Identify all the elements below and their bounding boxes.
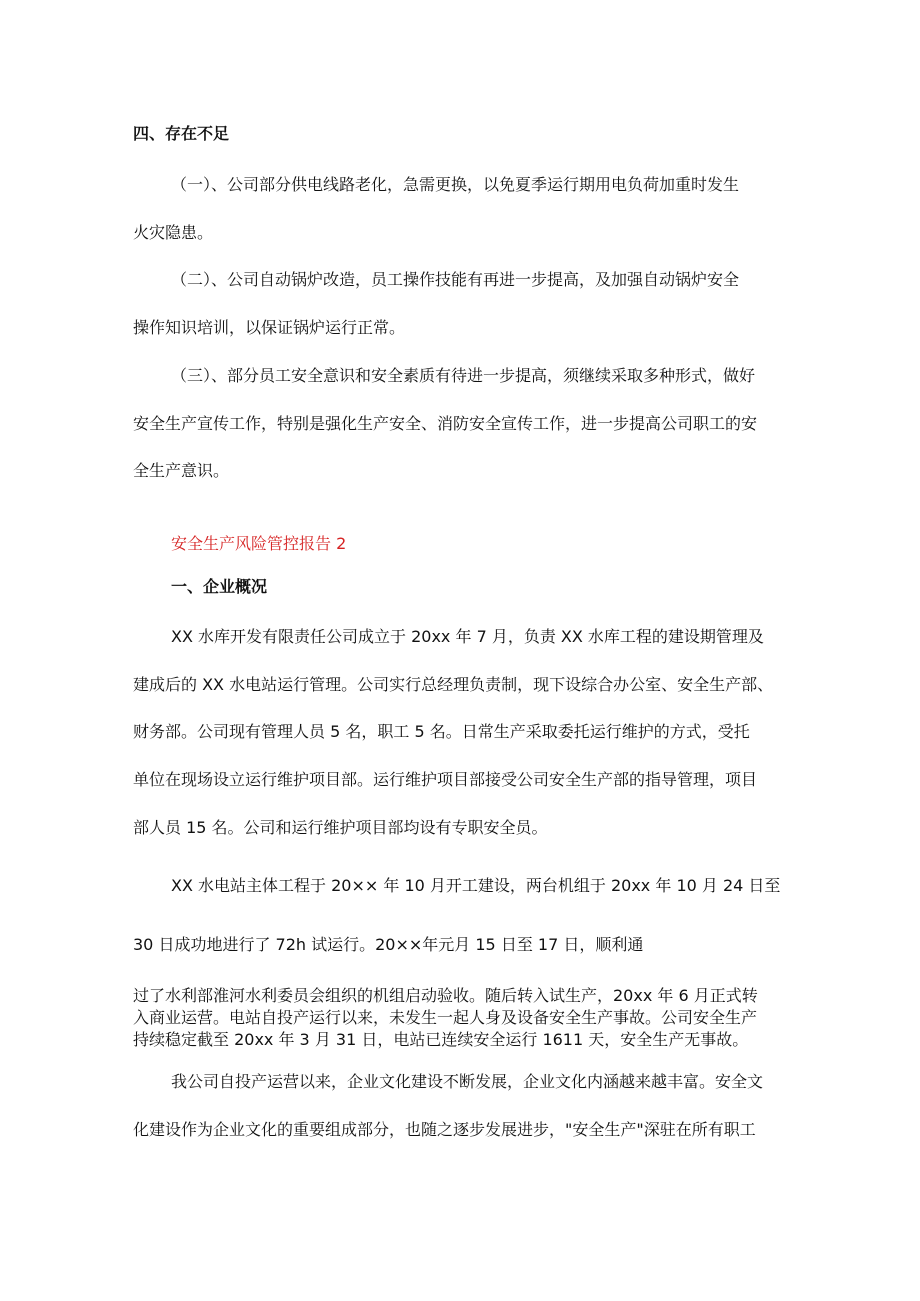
- paragraph-line: 单位在现场设立运行维护项目部。运行维护项目部接受公司安全生产部的指导管理，项目: [133, 770, 758, 789]
- paragraph-line: 我公司自投产运营以来，企业文化建设不断发展，企业文化内涵越来越丰富。安全文: [171, 1072, 764, 1091]
- paragraph-line: 建成后的 XX 水电站运行管理。公司实行总经理负责制，现下设综合办公室、安全生产部、: [133, 675, 774, 694]
- paragraph-line: 入商业运营。电站自投产运行以来，未发生一起人身及设备安全生产事故。公司安全生产: [133, 1008, 758, 1027]
- paragraph-line: 过了水利部淮河水利委员会组织的机组启动验收。随后转入试生产，20xx 年 6 月正式转: [133, 986, 758, 1005]
- paragraph-line: 全生产意识。: [133, 461, 230, 480]
- paragraph-line: （二）、公司自动锅炉改造，员工操作技能有再进一步提高，及加强自动锅炉安全: [171, 270, 740, 289]
- paragraph-line: （一）、公司部分供电线路老化，急需更换，以免夏季运行期用电负荷加重时发生: [171, 175, 740, 194]
- paragraph-line: 30 日成功地进行了 72h 试运行。20××年元月 15 日至 17 日，顺利通: [133, 935, 644, 954]
- paragraph-line: 安全生产宣传工作，特别是强化生产安全、消防安全宣传工作，进一步提高公司职工的安: [133, 414, 758, 433]
- paragraph-line: 操作知识培训，以保证锅炉运行正常。: [133, 318, 406, 337]
- paragraph-line: 化建设作为企业文化的重要组成部分，也随之逐步发展进步，"安全生产"深驻在所有职工: [133, 1120, 756, 1139]
- report-title: 安全生产风险管控报告 2: [171, 534, 347, 553]
- section-heading: 四、存在不足: [133, 124, 230, 143]
- paragraph-line: 财务部。公司现有管理人员 5 名，职工 5 名。日常生产采取委托运行维护的方式，受托: [133, 722, 750, 741]
- section-heading: 一、企业概况: [171, 577, 268, 596]
- paragraph-line: XX 水电站主体工程于 20×× 年 10 月开工建设，两台机组于 20xx 年 10 月 24 日至: [171, 876, 781, 895]
- paragraph-line: 持续稳定截至 20xx 年 3 月 31 日，电站已连续安全运行 1611 天，安全生产无事故。: [133, 1030, 749, 1049]
- paragraph-line: 部人员 15 名。公司和运行维护项目部均设有专职安全员。: [133, 818, 548, 837]
- paragraph-line: （三）、部分员工安全意识和安全素质有待进一步提高，须继续采取多种形式，做好: [171, 366, 756, 385]
- paragraph-line: XX 水库开发有限责任公司成立于 20xx 年 7 月，负责 XX 水库工程的建设期管理及: [171, 627, 764, 646]
- paragraph-line: 火灾隐患。: [133, 223, 214, 242]
